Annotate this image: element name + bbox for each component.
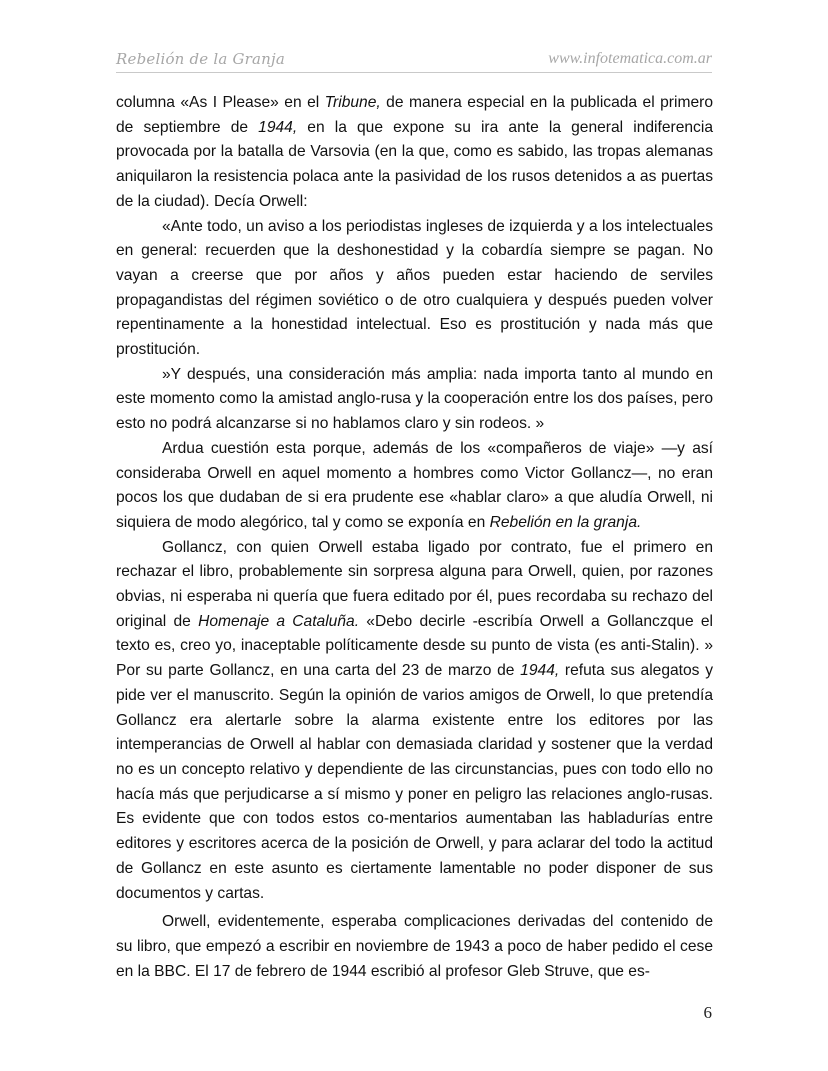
italic-text: 1944, [258, 118, 298, 136]
text-run: Ardua cuestión esta porque, además de los «compañeros de viaje» —y así consideraba Orwell en aquel momento a hombres como Victor Gollancz—, no eran pocos los que dudaban de si era prudente ese «hablar claro» a que aludía Orwell, ni siquiera de modo alegórico, tal y como se exponía en [116, 439, 713, 531]
page-number: 6 [703, 1003, 712, 1022]
paragraph [116, 536, 713, 907]
page-header [116, 48, 712, 74]
paragraph [116, 363, 713, 437]
header-divider [116, 72, 712, 73]
paragraph [116, 215, 713, 363]
text-run: Orwell, evidentemente, esperaba complicaciones derivadas del contenido de su libro, que empezó a escribir en noviembre de 1943 a poco de haber pedido el cese en la BBC. El 17 de febrero de 1944 escribió al profesor Gleb Struve, que es- [116, 913, 713, 980]
text-run: «Debo decirle -escribía Orwell a Gollanczque el texto es, creo yo, inaceptable políticamente desde su punto de vista (es anti-Stalin). » Por su parte Gollancz, en una carta del 23 de marzo de [116, 612, 713, 680]
paragraph [116, 91, 713, 215]
text-run: Gollancz, con quien Orwell estaba ligado por contrato, fue el primero en rechazar el libro, probablemente sin sorpresa alguna para Orwell, quien, por razones obvias, ni esperaba ni quería que fuera editado por él, pues recordaba su rechazo del original de [116, 538, 713, 630]
italic-text: Tribune, [324, 94, 381, 111]
paragraph [116, 437, 713, 536]
text-run: »Y después, una consideración más amplia: nada importa tanto al mundo en este momento como la amistad anglo-rusa y la cooperación entre los dos países, pero esto no podrá alcanzarse si no hablamos claro y sin rodeos. » [116, 365, 713, 433]
text-run: columna «As I Please» en el [116, 94, 325, 111]
text-run: «Ante todo, un aviso a los periodistas ingleses de izquierda y a los intelectuales en general: recuerden que la deshonestidad y la cobardía siempre se pagan. No vayan a creerse que por años y años pueden estar haciendo de serviles propagandistas del régimen soviético o de otro cualquiera y después pueden volver repentinamente a la honestidad intelectual. Eso es prostitución y nada más que prostitución. [116, 217, 713, 359]
italic-text: Homenaje a Cataluña. [198, 612, 360, 630]
text-run: refuta sus alegatos y pide ver el manuscrito. Según la opinión de varios amigos de Orwell, lo que pretendía Gollancz era alertarle sobre la alarma existente entre los editores por las intemperancias de Orwell al hablar con demasiada claridad y sostener que la verdad no es un concepto relativo y dependiente de las circunstancias, pues con todo ello no hacía más que perjudicarse a sí mismo y poner en peligro las relaciones anglo-rusas. Es evidente que con todos estos co-mentarios aumentaban las habladurías entre editores y escritores acerca de la posición de Orwell, y para aclarar del todo la actitud de Gollancz en este asunto es ciertamente lamentable no poder disponer de sus documentos y cartas. [116, 662, 713, 902]
body-text [116, 91, 713, 984]
italic-text: 1944, [520, 662, 560, 680]
paragraph [116, 910, 713, 984]
website-url[interactable]: www.infotematica.com.ar [548, 50, 712, 67]
book-title: Rebelión de la Granja [116, 50, 286, 68]
text-run: de manera especial en la publicada el primero de septiembre de [116, 94, 713, 136]
italic-text: Rebelión en la granja. [489, 513, 642, 531]
text-run: en la que expone su ira ante la general indiferencia provocada por la batalla de Varsovia (en la que, como es sabido, las tropas alemanas aniquilaron la resistencia polaca ante la pasividad de los rusos detenidos a as puertas de la ciudad). Decía Orwell: [116, 118, 713, 210]
